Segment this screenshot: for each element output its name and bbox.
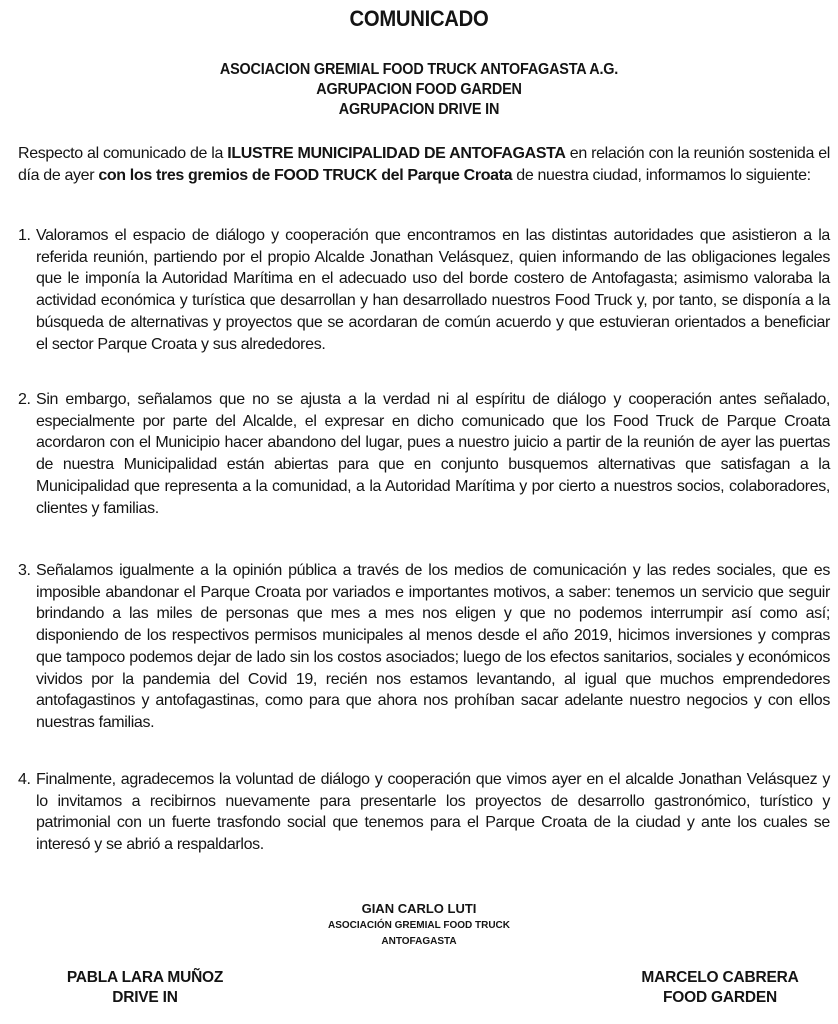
list-item (18, 769, 830, 856)
signatory-org: ANTOFAGASTA (381, 936, 457, 947)
signature-center (0, 900, 838, 950)
document-title: COMUNICADO (349, 6, 489, 31)
list-item-number: 3. (18, 562, 31, 579)
intro-text: en relación con la reunión sostenida el día de ayer (18, 145, 830, 184)
list-item-text: Sin embargo, señalamos que no se ajusta a la verdad ni al espíritu de diálogo y cooperación antes señalado, especialmente por parte del Alcalde, el expresar en dicho comunicado que los Food Truck de Parque Croata acordaron con el Municipio hacer abandono del lugar, pues a nuestro juicio a partir de la reunión de ayer las puertas de nuestra Municipalidad están abiertas para que en conjunto busquemos alternativas que satisfagan a la Municipalidad que representa a la comunidad, a la Autoridad Marítima y por cierto a nuestros socios, colaboradores, clientes y familias. (36, 391, 830, 517)
intro-text: Respecto al comunicado de la (18, 145, 228, 162)
signature-left (50, 968, 240, 1008)
list-item-number: 1. (18, 227, 31, 244)
signature-right (620, 968, 820, 1008)
list-item-text: Valoramos el espacio de diálogo y cooperación que encontramos en las distintas autoridades que asistieron a la referida reunión, partiendo por el propio Alcalde Jonathan Velásquez, quien informando de las obligaciones legales que le imponía la Autoridad Marítima en el adecuado uso del borde costero de Antofagasta; asimismo valoraba la actividad económica y turística que desarrollan y han desarrollado nuestros Food Truck y, por tanto, se disponía a la búsqueda de alternativas y proyectos que se acordaran de común acuerdo y que estuvieran orientados a beneficiar el sector Parque Croata y sus alrededores. (36, 227, 830, 353)
list-item (18, 560, 830, 734)
intro-text: de nuestra ciudad, informamos lo siguiente: (512, 166, 811, 184)
organization-name: ASOCIACION GREMIAL FOOD TRUCK ANTOFAGASTA A.G. (219, 61, 619, 78)
list-item-number: 4. (18, 771, 31, 788)
list-item (18, 389, 830, 519)
intro-bold-text: con los tres gremios de FOOD TRUCK del Parque Croata (98, 166, 513, 184)
intro-bold-text: ILUSTRE MUNICIPALIDAD DE ANTOFAGASTA (227, 145, 566, 162)
organization-name: AGRUPACION DRIVE IN (338, 101, 500, 118)
intro-paragraph (18, 143, 830, 186)
list-item-text: Señalamos igualmente a la opinión pública a través de los medios de comunicación y las redes sociales, que es imposible abandonar el Parque Croata por variados e importantes motivos, a saber: tenemos un servicio que seguir brindando a las miles de personas que mes a mes nos eligen y que no podemos interrumpir así como así; disponiendo de los respectivos permisos municipales al menos desde el año 2019, hicimos inversiones y compras que tampoco podemos dejar de lado sin los costos asociados; luego de los efectos sanitarios, sociales y económicos vividos por la pandemia del Covid 19, recién nos estamos levantando, al igual que muchos emprendedores antofagastinos y antofagastinas, como para que ahora nos prohíban sacar adelante nuestro negocios y con ellos nuestras familias. (36, 562, 830, 731)
signatory-org: FOOD GARDEN (662, 989, 778, 1006)
signatory-name: GIAN CARLO LUTI (361, 901, 477, 916)
list-item (18, 225, 830, 355)
signatory-name: MARCELO CABRERA (641, 969, 799, 986)
list-item-text: Finalmente, agradecemos la voluntad de diálogo y cooperación que vimos ayer en el alcalde Jonathan Velásquez y lo invitamos a recibirnos nuevamente para presentarle los proyectos de desarrollo gastronómico, turístico y patrimonial con un fuerte trasfondo social que tenemos para el Parque Croata de la ciudad y ante los cuales se interesó y se abrió a respaldarlos. (36, 771, 830, 854)
organization-name: AGRUPACION FOOD GARDEN (316, 81, 522, 98)
signatory-org: ASOCIACIÓN GREMIAL FOOD TRUCK (327, 920, 511, 931)
organizations-header (0, 60, 838, 120)
list-item-number: 2. (18, 391, 31, 408)
signatory-org: DRIVE IN (112, 989, 178, 1006)
signatory-name: PABLA LARA MUÑOZ (66, 969, 224, 986)
